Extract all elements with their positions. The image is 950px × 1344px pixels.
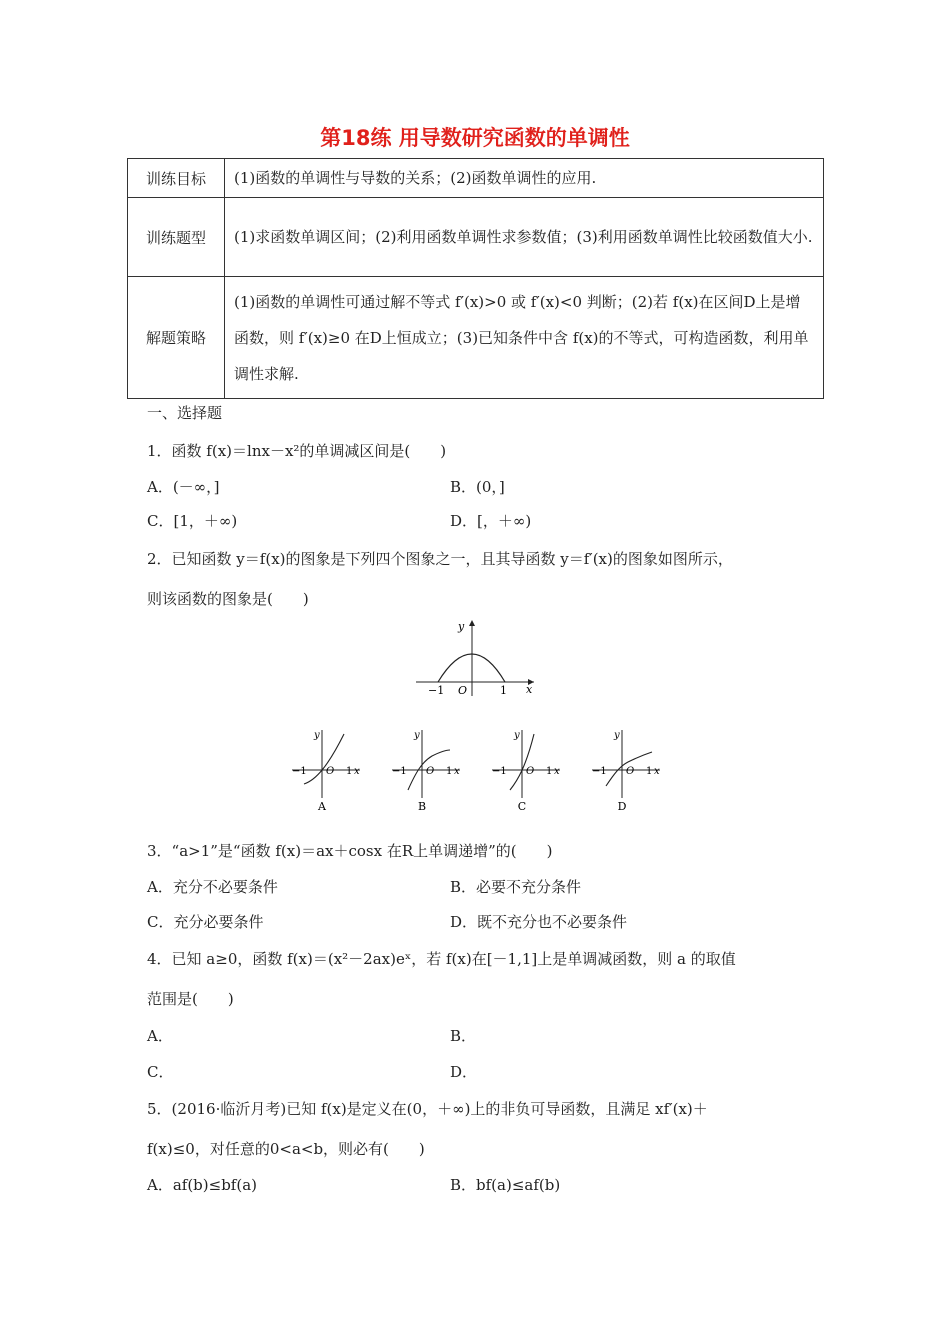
axis-label-y: y [614, 730, 620, 741]
row-label: 训练题型 [128, 198, 225, 277]
graph-a [292, 730, 360, 813]
tick-label-neg1: −1 [492, 766, 507, 777]
q1-option-c: C．[1，＋∞) [147, 512, 238, 530]
origin-label: O [626, 766, 635, 777]
axis-label-y: y [314, 730, 320, 741]
q4-stem-line1: 4．已知 a≥0，函数 f(x)＝(x²－2ax)eˣ，若 f(x)在[－1,1]上是单调减函数，则 a 的取值 [147, 950, 736, 968]
origin-label: O [458, 684, 468, 697]
q1-option-b: B．(0，] [450, 478, 505, 496]
axis-label-y: y [414, 730, 420, 741]
choice-graphs [288, 722, 668, 816]
section-heading: 一、选择题 [147, 404, 223, 422]
row-text: (1)求函数单调区间；(2)利用函数单调性求参数值；(3)利用函数单调性比较函数值大小. [225, 198, 824, 277]
q4-option-a: A． [147, 1027, 173, 1045]
tick-label-neg1: −1 [292, 766, 307, 777]
q3-option-c: C．充分必要条件 [147, 913, 264, 931]
graph-c [492, 730, 560, 813]
row-label: 解题策略 [128, 277, 225, 399]
q3-option-b: B．必要不充分条件 [450, 878, 582, 896]
q4-option-c: C． [147, 1063, 174, 1081]
axis-label-x: x [554, 766, 560, 777]
q4-option-b: B． [450, 1027, 477, 1045]
tick-label-neg1: −1 [428, 684, 445, 697]
table-row [128, 159, 824, 198]
axis-label-y: y [514, 730, 520, 741]
origin-label: O [526, 766, 535, 777]
q1-option-a: A．(－∞，] [147, 478, 220, 496]
tick-label-1: 1 [446, 766, 453, 777]
q5-stem-line1: 5．(2016·临沂月考)已知 f(x)是定义在(0，＋∞)上的非负可导函数，且满足 xf′(x)＋ [147, 1100, 708, 1118]
q5-option-b: B．bf(a)≤af(b) [450, 1176, 561, 1194]
q3-option-a: A．充分不必要条件 [147, 878, 278, 896]
choice-label-d: D [617, 800, 627, 813]
q5-option-a: A．af(b)≤bf(a) [147, 1176, 258, 1194]
origin-label: O [426, 766, 435, 777]
q3-option-d: D．既不充分也不必要条件 [450, 913, 628, 931]
axis-label-x: x [454, 766, 460, 777]
tick-label-1: 1 [546, 766, 553, 777]
tick-label-1: 1 [500, 684, 507, 697]
choice-label-a: A [318, 800, 326, 813]
row-text: (1)函数的单调性与导数的关系；(2)函数单调性的应用. [225, 159, 824, 198]
training-table [127, 158, 824, 399]
q4-option-d: D． [450, 1063, 478, 1081]
choice-label-c: C [517, 800, 527, 813]
axis-label-x: x [354, 766, 360, 777]
graph-b [392, 730, 460, 813]
q5-stem-line2: f(x)≤0，对任意的0<a<b，则必有( ) [147, 1140, 425, 1158]
row-text: (1)函数的单调性可通过解不等式 f′(x)>0 或 f′(x)<0 判断；(2)若 f(x)在区间D上是增函数，则 f′(x)≥0 在D上恒成立；(3)已知条件中含 f(x)的不等式，可构造函数，利用单调性求解. [225, 277, 824, 399]
choice-label-b: B [417, 800, 427, 813]
graph-d [592, 730, 660, 813]
origin-label: O [326, 766, 335, 777]
q3-stem: 3．“a>1”是“函数 f(x)＝ax＋cosx 在R上单调递增”的( ) [147, 842, 553, 860]
q4-stem-line2: 范围是( ) [147, 990, 234, 1008]
axis-label-x: x [526, 683, 533, 696]
table-row [128, 277, 824, 399]
tick-label-neg1: −1 [392, 766, 407, 777]
tick-label-1: 1 [646, 766, 653, 777]
row-label: 训练目标 [128, 159, 225, 198]
tick-label-neg1: −1 [592, 766, 607, 777]
q1-stem: 1．函数 f(x)＝lnx－x²的单调减区间是( ) [147, 442, 447, 460]
axis-label-y: y [458, 620, 465, 633]
table-row [128, 198, 824, 277]
q1-option-d: D．[，＋∞) [450, 512, 532, 530]
page-title: 第18练 用导数研究函数的单调性 [320, 126, 630, 150]
derivative-graph [410, 616, 540, 700]
q2-stem-line2: 则该函数的图象是( ) [147, 590, 309, 608]
axis-label-x: x [654, 766, 660, 777]
tick-label-1: 1 [346, 766, 353, 777]
q2-stem-line1: 2．已知函数 y＝f(x)的图象是下列四个图象之一，且其导函数 y＝f′(x)的图象如图所示， [147, 550, 733, 568]
